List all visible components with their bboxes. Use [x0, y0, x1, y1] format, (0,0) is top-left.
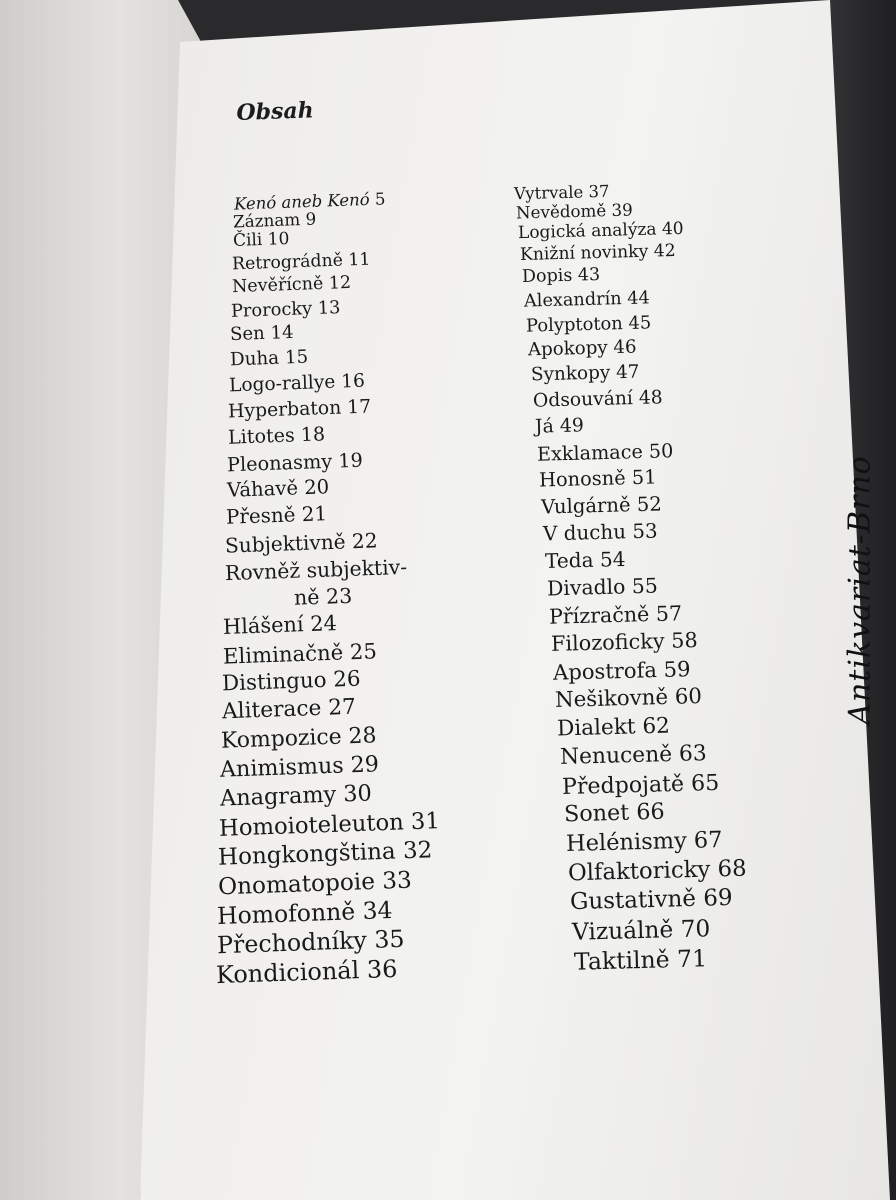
toc-entry	[230, 322, 294, 345]
toc-entry	[567, 856, 746, 887]
toc-entry	[229, 347, 308, 371]
entry-title: Distinguo	[221, 667, 328, 697]
entry-title: Vytrvale	[513, 182, 584, 204]
entry-page-number: 46	[607, 336, 638, 359]
entry-title: Teda	[544, 547, 594, 573]
entry-page-number: 40	[656, 219, 684, 240]
entry-page-number: 63	[671, 741, 707, 767]
entry-title: Nevěřícně	[231, 274, 324, 298]
entry-title: Duha	[229, 347, 280, 371]
toc-entry	[232, 229, 289, 251]
toc-entry	[572, 915, 711, 946]
entry-title: Retrográdně	[231, 250, 344, 275]
entry-page-number: 47	[609, 361, 640, 384]
entry-page-number: 55	[625, 573, 659, 599]
entry-page-number: 60	[668, 684, 703, 711]
entry-page-number: 57	[649, 600, 683, 626]
entry-title: Knižní novinky	[519, 241, 649, 266]
entry-page-number: 21	[294, 502, 328, 527]
entry-title: Prorocky	[230, 298, 313, 322]
toc-entry	[543, 519, 658, 545]
entry-page-number: 71	[669, 944, 708, 974]
toc-entry	[520, 241, 676, 265]
entry-title: Kondicionál	[215, 956, 360, 990]
toc-entry	[223, 611, 338, 639]
entry-page-number: 36	[358, 954, 398, 985]
entry-page-number: 22	[345, 528, 379, 554]
entry-page-number: 52	[630, 492, 662, 516]
entry-title: Alexandrín	[524, 288, 623, 312]
toc-entry	[233, 208, 317, 231]
entry-page-number: 15	[278, 346, 309, 369]
entry-page-number: 13	[311, 297, 341, 320]
toc-entry	[231, 297, 341, 322]
toc-entry	[570, 885, 733, 915]
entry-title: Rovněž subjektiv-	[224, 554, 408, 586]
toc-entry	[547, 574, 658, 601]
toc-entry	[222, 638, 377, 668]
entry-title: V duchu	[542, 519, 627, 546]
toc-entry	[545, 547, 626, 573]
entry-page-number: 37	[583, 181, 610, 202]
entry-page-number: 17	[341, 396, 372, 419]
entry-page-number: 28	[341, 722, 377, 750]
entry-page-number: 59	[656, 656, 692, 683]
entry-page-number: 11	[342, 249, 371, 271]
entry-title: Homofonně	[216, 897, 356, 931]
entry-title: Hyperbaton	[228, 397, 343, 423]
entry-page-number: 14	[264, 322, 295, 345]
entry-title: Hlášení	[223, 612, 305, 640]
toc-entry	[221, 695, 356, 725]
entry-title: Nenuceně	[559, 741, 672, 770]
toc-entry	[219, 780, 372, 811]
page-heading: Obsah	[236, 97, 315, 126]
entry-title: Vulgárně	[540, 492, 631, 519]
entry-title: Litotes	[227, 423, 295, 450]
toc-entry	[522, 265, 601, 287]
toc-entry	[227, 423, 325, 449]
entry-page-number: 65	[683, 769, 720, 797]
entry-title: Kompozice	[220, 724, 343, 754]
entry-title: Gustativně	[569, 886, 697, 916]
entry-page-number: 33	[374, 866, 413, 895]
entry-page-number: 30	[335, 780, 372, 808]
entry-title: Záznam	[233, 208, 301, 232]
entry-page-number: 10	[261, 229, 290, 251]
entry-title: Filozoficky	[550, 629, 666, 657]
entry-title: Synkopy	[530, 362, 611, 386]
entry-page-number: 25	[342, 638, 378, 665]
entry-title: Eliminačně	[222, 639, 344, 669]
entry-title: Apostrofa	[552, 657, 658, 685]
entry-page-number: 51	[625, 465, 657, 490]
entry-page-number: 69	[695, 885, 733, 913]
entry-page-number: 62	[635, 713, 671, 739]
entry-page-number: 67	[686, 827, 723, 855]
entry-title: ně	[293, 584, 320, 610]
toc-entry	[536, 439, 673, 466]
entry-title: Animismus	[219, 752, 345, 783]
entry-title: Přesně	[225, 503, 296, 529]
entry-title: Odsouvání	[532, 387, 633, 412]
entry-title: Logická analýza	[517, 219, 657, 244]
entry-page-number: 39	[606, 199, 634, 220]
entry-title: Polyptoton	[526, 312, 624, 337]
entry-page-number: 12	[322, 273, 351, 295]
entry-title: Dopis	[522, 265, 573, 287]
entry-title: Vizuálně	[571, 915, 674, 946]
entry-page-number: 50	[642, 438, 674, 463]
toc-entry	[221, 723, 377, 753]
entry-title: Nevědomě	[515, 199, 607, 223]
toc-entry	[549, 601, 683, 628]
entry-title: Pleonasmy	[226, 449, 333, 477]
toc-entry	[553, 656, 691, 685]
entry-page-number: 45	[622, 312, 652, 334]
entry-title: Helénismy	[565, 828, 687, 858]
toc-entry	[224, 583, 353, 611]
toc-entry	[541, 492, 662, 518]
entry-page-number: 34	[354, 896, 394, 926]
entry-title: Hongkongština	[218, 838, 397, 871]
toc-entry	[225, 528, 378, 557]
entry-title: Přízračně	[548, 601, 650, 629]
entry-title: Logo-rallye	[228, 371, 336, 397]
entry-page-number: 68	[709, 855, 747, 883]
toc-entry	[528, 337, 637, 361]
entry-page-number: 32	[395, 836, 434, 865]
entry-page-number: 27	[320, 694, 356, 722]
entry-title: Sonet	[563, 799, 630, 828]
toc-entry	[565, 827, 722, 857]
entry-title: Subjektivně	[224, 529, 347, 558]
entry-page-number: 26	[326, 666, 362, 693]
entry-page-number: 31	[403, 807, 441, 836]
entry-title: Nešikovně	[555, 685, 669, 714]
entry-page-number: 20	[297, 475, 330, 500]
entry-title: Váhavě	[226, 476, 298, 502]
entry-title: Přechodníky	[216, 926, 367, 960]
entry-page-number: 24	[303, 611, 338, 637]
entry-title: Divadlo	[546, 574, 626, 601]
toc-entry	[574, 944, 708, 975]
toc-entry	[526, 312, 652, 336]
entry-page-number: 43	[572, 264, 601, 286]
entry-page-number: 42	[648, 241, 677, 262]
entry-page-number: 54	[593, 546, 626, 572]
toc-entry	[524, 288, 650, 311]
entry-page-number: 66	[628, 798, 665, 826]
entry-title: Čili	[232, 230, 263, 252]
entry-title: Onomatopoie	[217, 867, 376, 901]
toc-entry	[559, 741, 706, 770]
toc-entry	[222, 667, 361, 697]
toc-entry	[226, 475, 329, 502]
toc-entry	[557, 713, 671, 741]
entry-page-number: 70	[672, 914, 711, 943]
toc-entry	[227, 448, 364, 476]
toc-entry	[539, 465, 657, 491]
entry-page-number: 19	[331, 448, 364, 473]
entry-title: Kenó aneb Kenó	[233, 189, 370, 214]
entry-title: Exklamace	[536, 439, 643, 466]
entry-title: Sen	[229, 323, 266, 346]
toc-entry	[530, 362, 639, 386]
toc-entry	[555, 684, 703, 713]
entry-page-number: 18	[294, 422, 326, 447]
entry-page-number: 35	[365, 925, 405, 955]
watermark: Antikvariat-Brno	[842, 455, 878, 725]
entry-title: Taktilně	[573, 945, 670, 976]
toc-entry	[563, 799, 664, 828]
entry-title: Homoioteleuton	[218, 809, 405, 842]
entry-page-number: 53	[625, 519, 658, 543]
toc-entry	[228, 396, 372, 422]
entry-title: Aliterace	[221, 696, 322, 725]
toc-entry	[226, 502, 328, 529]
entry-title: Honosně	[538, 466, 626, 492]
entry-page-number: 29	[343, 751, 380, 779]
entry-page-number: 5	[369, 189, 386, 209]
entry-title: Olfaktoricky	[567, 856, 711, 887]
entry-page-number: 49	[553, 413, 584, 437]
entry-title: Anagramy	[219, 781, 337, 812]
entry-page-number: 44	[621, 287, 651, 309]
entry-page-number: 16	[334, 370, 366, 393]
entry-title: Já	[534, 414, 554, 438]
entry-page-number: 48	[632, 387, 663, 409]
entry-title: Apokopy	[528, 337, 609, 361]
entry-title: Předpojatě	[561, 770, 684, 800]
toc-entry	[551, 628, 698, 656]
toc-entry	[532, 387, 662, 411]
toc-entry	[516, 199, 633, 222]
entry-page-number: 23	[319, 583, 353, 609]
entry-page-number: 58	[664, 628, 699, 654]
entry-page-number: 9	[300, 208, 317, 229]
toc-entry	[534, 414, 583, 437]
entry-title: Dialekt	[557, 713, 637, 741]
toc-entry	[561, 769, 719, 799]
